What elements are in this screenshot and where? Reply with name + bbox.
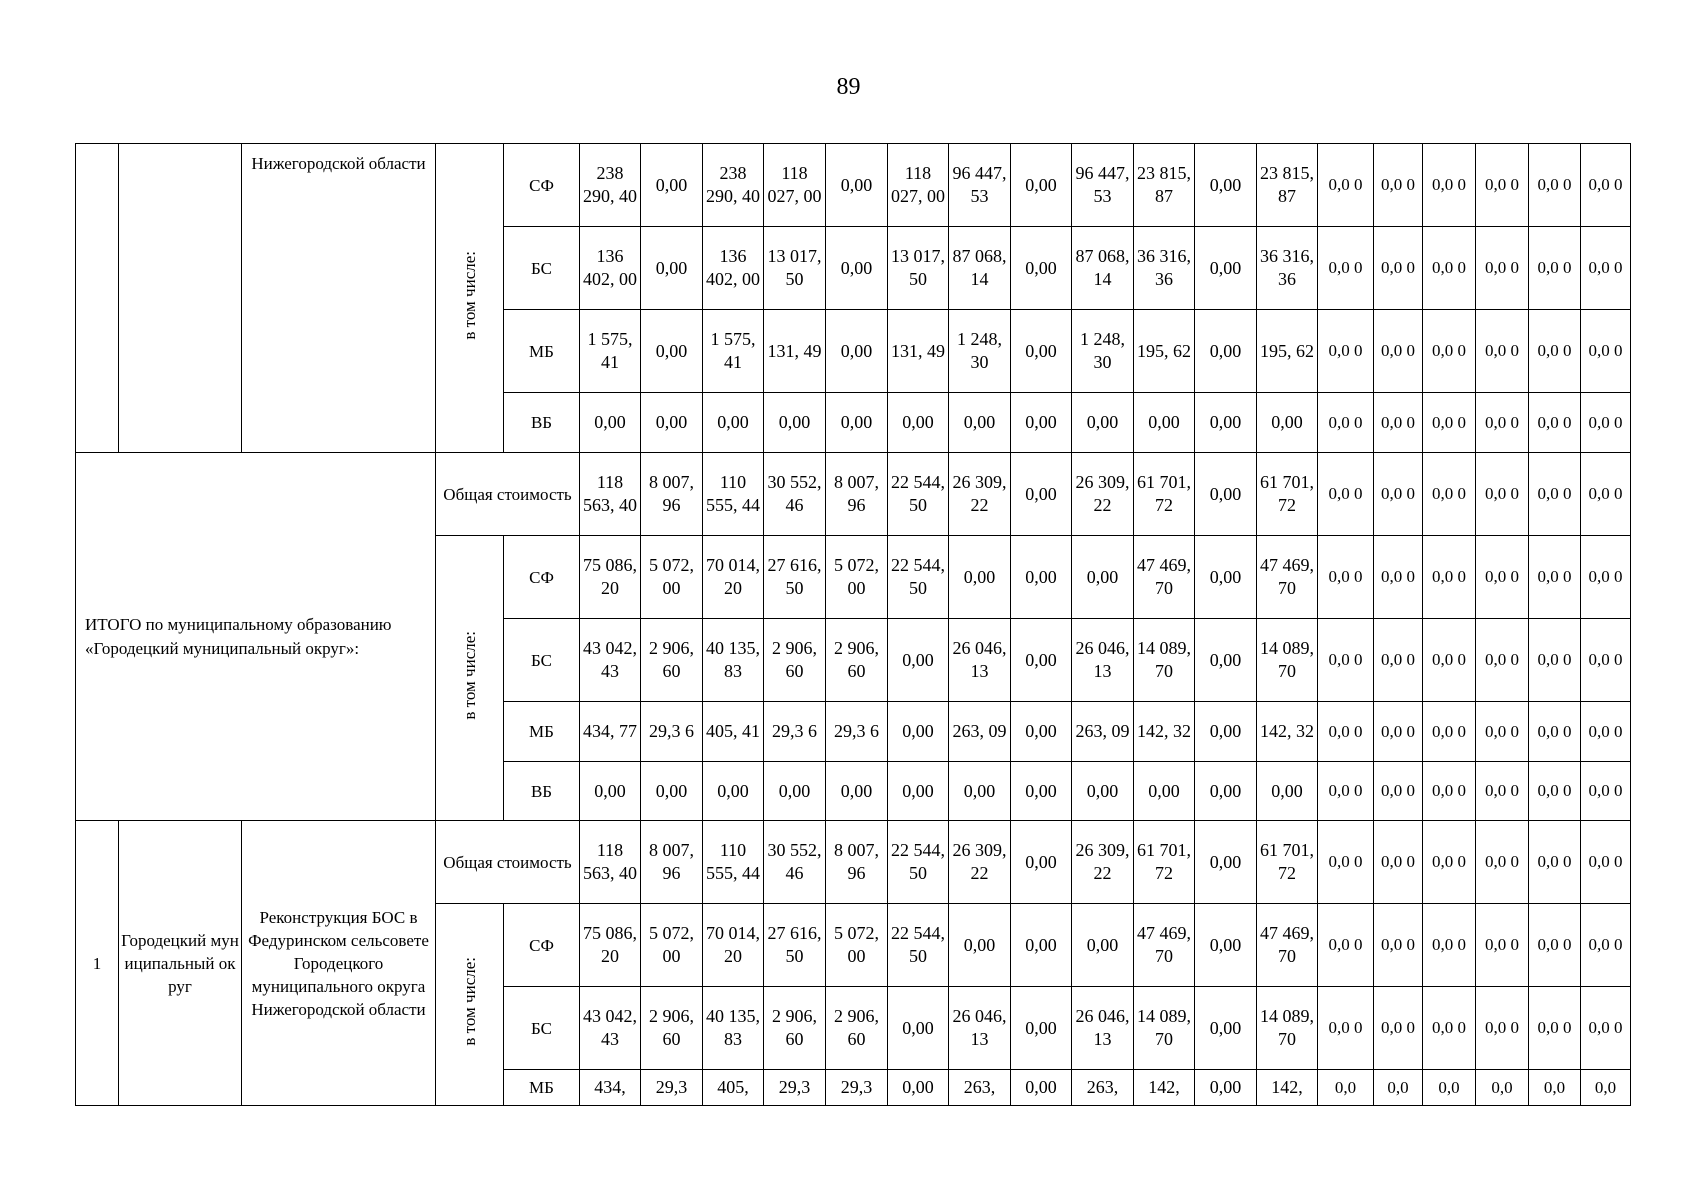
- value-cell: 13 017, 50: [764, 227, 826, 310]
- value-cell: 2 906, 60: [641, 987, 703, 1070]
- value-cell: 0,0 0: [1529, 904, 1581, 987]
- value-cell: 0,0 0: [1423, 310, 1476, 393]
- value-cell: 47 469, 70: [1134, 536, 1195, 619]
- project-title: Реконструкция БОС в Федуринском сельсовете Городецкого муниципального округа Нижегородской области: [242, 821, 436, 1106]
- fund-code: ВБ: [504, 762, 580, 821]
- value-cell: 0,00: [949, 536, 1011, 619]
- value-cell: 26 309, 22: [949, 453, 1011, 536]
- value-cell: 0,00: [580, 762, 641, 821]
- value-cell: 0,00: [888, 393, 949, 453]
- value-cell: 2 906, 60: [764, 619, 826, 702]
- value-cell: 142, 32: [1134, 702, 1195, 762]
- value-cell: 0,0 0: [1374, 904, 1423, 987]
- value-cell: 0,00: [641, 762, 703, 821]
- value-cell: 0,00: [1257, 762, 1318, 821]
- value-cell: 5 072, 00: [641, 904, 703, 987]
- value-cell: 0,0 0: [1374, 453, 1423, 536]
- value-cell: 0,00: [1011, 144, 1072, 227]
- value-cell: 27 616, 50: [764, 904, 826, 987]
- value-cell: 0,0 0: [1581, 619, 1631, 702]
- value-cell: 0,0 0: [1581, 393, 1631, 453]
- value-cell: 27 616, 50: [764, 536, 826, 619]
- value-cell: 22 544, 50: [888, 821, 949, 904]
- table-body: [76, 144, 1681, 1106]
- fund-code: МБ: [504, 1070, 580, 1106]
- value-cell: 0,0 0: [1476, 904, 1529, 987]
- value-cell: 0,0 0: [1423, 453, 1476, 536]
- municipality-name: Городецкий муниципальный округ: [119, 821, 242, 1106]
- value-cell: 87 068, 14: [1072, 227, 1134, 310]
- value-cell: 263, 09: [949, 702, 1011, 762]
- value-cell: 0,00: [641, 310, 703, 393]
- value-cell: 0,00: [888, 1070, 949, 1106]
- value-cell: 75 086, 20: [580, 904, 641, 987]
- value-cell: 195, 62: [1134, 310, 1195, 393]
- value-cell: 0,00: [703, 762, 764, 821]
- value-cell: 142,: [1257, 1070, 1318, 1106]
- value-cell: 0,00: [1011, 393, 1072, 453]
- value-cell: 14 089, 70: [1257, 619, 1318, 702]
- total-label: Общая стоимость: [436, 821, 580, 904]
- value-cell: 1 575, 41: [580, 310, 641, 393]
- value-cell: 118 027, 00: [888, 144, 949, 227]
- group-label-cell: [436, 536, 504, 821]
- value-cell: 0,0: [1318, 1070, 1374, 1106]
- value-cell: 0,00: [1011, 702, 1072, 762]
- value-cell: 0,0: [1423, 1070, 1476, 1106]
- value-cell: 131, 49: [764, 310, 826, 393]
- value-cell: 0,00: [703, 393, 764, 453]
- value-cell: 0,00: [1072, 904, 1134, 987]
- value-cell: 70 014, 20: [703, 904, 764, 987]
- value-cell: 0,0 0: [1529, 144, 1581, 227]
- value-cell: 0,0 0: [1581, 453, 1631, 536]
- value-cell: 8 007, 96: [826, 453, 888, 536]
- project-title: Нижегородской области: [242, 144, 436, 453]
- value-cell: 0,0 0: [1318, 393, 1374, 453]
- value-cell: 0,0 0: [1318, 144, 1374, 227]
- value-cell: 0,00: [1072, 393, 1134, 453]
- value-cell: 0,00: [1195, 987, 1257, 1070]
- value-cell: 0,0 0: [1476, 619, 1529, 702]
- page-number: 89: [836, 74, 861, 100]
- value-cell: 75 086, 20: [580, 536, 641, 619]
- value-cell: 0,0 0: [1529, 310, 1581, 393]
- value-cell: 0,00: [1195, 453, 1257, 536]
- value-cell: 0,00: [641, 144, 703, 227]
- value-cell: 14 089, 70: [1257, 987, 1318, 1070]
- value-cell: 2 906, 60: [826, 619, 888, 702]
- budget-table: [75, 143, 1681, 1106]
- value-cell: 0,00: [1195, 144, 1257, 227]
- value-cell: 0,0 0: [1476, 821, 1529, 904]
- value-cell: 0,0 0: [1581, 821, 1631, 904]
- value-cell: 1 248, 30: [1072, 310, 1134, 393]
- value-cell: 0,0 0: [1374, 987, 1423, 1070]
- value-cell: 22 544, 50: [888, 536, 949, 619]
- value-cell: 0,00: [826, 144, 888, 227]
- value-cell: 22 544, 50: [888, 453, 949, 536]
- value-cell: 47 469, 70: [1257, 536, 1318, 619]
- fund-code: МБ: [504, 310, 580, 393]
- value-cell: 263,: [1072, 1070, 1134, 1106]
- fund-code: МБ: [504, 702, 580, 762]
- value-cell: 0,00: [888, 762, 949, 821]
- value-cell: 0,0 0: [1581, 310, 1631, 393]
- value-cell: 43 042, 43: [580, 987, 641, 1070]
- value-cell: 0,00: [1011, 453, 1072, 536]
- value-cell: 0,0 0: [1581, 987, 1631, 1070]
- value-cell: 0,0 0: [1476, 987, 1529, 1070]
- value-cell: 0,00: [1011, 821, 1072, 904]
- fund-code: БС: [504, 227, 580, 310]
- value-cell: 0,0 0: [1581, 144, 1631, 227]
- value-cell: 8 007, 96: [641, 453, 703, 536]
- value-cell: 0,0 0: [1529, 762, 1581, 821]
- municipality-cell-empty: [119, 144, 242, 453]
- value-cell: 0,0 0: [1581, 904, 1631, 987]
- value-cell: 0,0 0: [1374, 227, 1423, 310]
- value-cell: 0,0 0: [1529, 453, 1581, 536]
- value-cell: 0,0 0: [1374, 393, 1423, 453]
- value-cell: 0,0 0: [1423, 821, 1476, 904]
- value-cell: 36 316, 36: [1134, 227, 1195, 310]
- value-cell: 0,0 0: [1529, 987, 1581, 1070]
- value-cell: 0,00: [1195, 762, 1257, 821]
- value-cell: 0,00: [764, 762, 826, 821]
- value-cell: 0,0: [1374, 1070, 1423, 1106]
- value-cell: 0,00: [1195, 619, 1257, 702]
- value-cell: 0,00: [641, 393, 703, 453]
- value-cell: 43 042, 43: [580, 619, 641, 702]
- value-cell: 110 555, 44: [703, 453, 764, 536]
- value-cell: 47 469, 70: [1134, 904, 1195, 987]
- value-cell: 0,0 0: [1476, 144, 1529, 227]
- value-cell: 29,3 6: [641, 702, 703, 762]
- value-cell: 5 072, 00: [826, 536, 888, 619]
- value-cell: 0,0 0: [1423, 393, 1476, 453]
- value-cell: 0,00: [641, 227, 703, 310]
- value-cell: 0,0 0: [1476, 227, 1529, 310]
- value-cell: 142,: [1134, 1070, 1195, 1106]
- value-cell: 0,0: [1529, 1070, 1581, 1106]
- value-cell: 0,0 0: [1423, 144, 1476, 227]
- value-cell: 0,00: [1011, 1070, 1072, 1106]
- fund-code: СФ: [504, 536, 580, 619]
- value-cell: 434, 77: [580, 702, 641, 762]
- value-cell: 0,0 0: [1374, 619, 1423, 702]
- value-cell: 0,00: [1257, 393, 1318, 453]
- group-label: в том числе:: [459, 630, 479, 720]
- value-cell: 26 046, 13: [949, 987, 1011, 1070]
- value-cell: 61 701, 72: [1134, 453, 1195, 536]
- value-cell: 8 007, 96: [826, 821, 888, 904]
- value-cell: 0,00: [1195, 702, 1257, 762]
- value-cell: 238 290, 40: [580, 144, 641, 227]
- value-cell: 0,0 0: [1581, 227, 1631, 310]
- total-title: ИТОГО по муниципальному образованию «Городецкий муниципальный округ»:: [76, 453, 436, 821]
- value-cell: 0,00: [580, 393, 641, 453]
- group-label-cell: [436, 144, 504, 453]
- value-cell: 26 309, 22: [1072, 821, 1134, 904]
- value-cell: 0,0 0: [1423, 227, 1476, 310]
- value-cell: 1 575, 41: [703, 310, 764, 393]
- value-cell: 118 563, 40: [580, 453, 641, 536]
- value-cell: 0,00: [1011, 536, 1072, 619]
- value-cell: 0,0 0: [1476, 393, 1529, 453]
- value-cell: 0,00: [1072, 536, 1134, 619]
- value-cell: 0,0 0: [1529, 227, 1581, 310]
- value-cell: 0,00: [826, 310, 888, 393]
- value-cell: 0,0 0: [1318, 619, 1374, 702]
- value-cell: 0,0 0: [1374, 536, 1423, 619]
- value-cell: 405, 41: [703, 702, 764, 762]
- value-cell: 0,00: [1195, 1070, 1257, 1106]
- value-cell: 0,0 0: [1423, 904, 1476, 987]
- value-cell: 26 046, 13: [1072, 987, 1134, 1070]
- value-cell: 29,3 6: [764, 702, 826, 762]
- value-cell: 0,0 0: [1423, 987, 1476, 1070]
- value-cell: 0,0 0: [1476, 536, 1529, 619]
- value-cell: 136 402, 00: [580, 227, 641, 310]
- value-cell: 0,0 0: [1423, 619, 1476, 702]
- value-cell: 0,0 0: [1476, 453, 1529, 536]
- value-cell: 2 906, 60: [641, 619, 703, 702]
- value-cell: 0,0 0: [1529, 536, 1581, 619]
- value-cell: 0,00: [888, 987, 949, 1070]
- value-cell: 23 815, 87: [1257, 144, 1318, 227]
- value-cell: 0,00: [764, 393, 826, 453]
- value-cell: 118 027, 00: [764, 144, 826, 227]
- value-cell: 0,0 0: [1529, 619, 1581, 702]
- value-cell: 0,0 0: [1318, 310, 1374, 393]
- value-cell: 0,0 0: [1581, 536, 1631, 619]
- value-cell: 0,0 0: [1581, 762, 1631, 821]
- value-cell: 0,0 0: [1374, 762, 1423, 821]
- value-cell: 0,00: [826, 762, 888, 821]
- value-cell: 23 815, 87: [1134, 144, 1195, 227]
- value-cell: 0,0 0: [1318, 762, 1374, 821]
- fund-code: БС: [504, 619, 580, 702]
- value-cell: 0,0 0: [1374, 702, 1423, 762]
- index-cell-empty: [76, 144, 119, 453]
- value-cell: 14 089, 70: [1134, 619, 1195, 702]
- value-cell: 0,0 0: [1318, 536, 1374, 619]
- value-cell: 61 701, 72: [1257, 453, 1318, 536]
- value-cell: 0,00: [1195, 904, 1257, 987]
- value-cell: 26 309, 22: [1072, 453, 1134, 536]
- value-cell: 0,00: [826, 227, 888, 310]
- value-cell: 0,0 0: [1318, 702, 1374, 762]
- value-cell: 0,00: [1011, 987, 1072, 1070]
- value-cell: 96 447, 53: [1072, 144, 1134, 227]
- value-cell: 142, 32: [1257, 702, 1318, 762]
- value-cell: 263, 09: [1072, 702, 1134, 762]
- value-cell: 0,00: [949, 762, 1011, 821]
- value-cell: 0,00: [1011, 619, 1072, 702]
- value-cell: 1 248, 30: [949, 310, 1011, 393]
- value-cell: 0,00: [949, 904, 1011, 987]
- value-cell: 0,00: [1011, 904, 1072, 987]
- value-cell: 40 135, 83: [703, 619, 764, 702]
- value-cell: 0,0 0: [1476, 762, 1529, 821]
- value-cell: 0,0 0: [1476, 702, 1529, 762]
- fund-code: БС: [504, 987, 580, 1070]
- value-cell: 0,00: [1195, 227, 1257, 310]
- value-cell: 131, 49: [888, 310, 949, 393]
- value-cell: 29,3: [826, 1070, 888, 1106]
- value-cell: 0,00: [1134, 393, 1195, 453]
- value-cell: 0,00: [1072, 762, 1134, 821]
- table-row: [76, 453, 1681, 536]
- value-cell: 434,: [580, 1070, 641, 1106]
- value-cell: 5 072, 00: [641, 536, 703, 619]
- value-cell: 0,0 0: [1423, 536, 1476, 619]
- table-row: [76, 144, 1681, 227]
- value-cell: 195, 62: [1257, 310, 1318, 393]
- value-cell: 0,00: [1195, 310, 1257, 393]
- value-cell: 30 552, 46: [764, 821, 826, 904]
- value-cell: 0,0 0: [1374, 310, 1423, 393]
- value-cell: 0,0 0: [1318, 987, 1374, 1070]
- value-cell: 14 089, 70: [1134, 987, 1195, 1070]
- value-cell: 0,0 0: [1423, 762, 1476, 821]
- value-cell: 263,: [949, 1070, 1011, 1106]
- value-cell: 96 447, 53: [949, 144, 1011, 227]
- value-cell: 87 068, 14: [949, 227, 1011, 310]
- value-cell: 118 563, 40: [580, 821, 641, 904]
- value-cell: 0,00: [1134, 762, 1195, 821]
- value-cell: 0,00: [1011, 310, 1072, 393]
- value-cell: 0,0: [1581, 1070, 1631, 1106]
- value-cell: 0,0 0: [1318, 227, 1374, 310]
- value-cell: 2 906, 60: [826, 987, 888, 1070]
- row-index: 1: [76, 821, 119, 1106]
- value-cell: 405,: [703, 1070, 764, 1106]
- value-cell: 70 014, 20: [703, 536, 764, 619]
- table-row: [76, 821, 1681, 904]
- fund-code: СФ: [504, 904, 580, 987]
- value-cell: 22 544, 50: [888, 904, 949, 987]
- value-cell: 26 046, 13: [1072, 619, 1134, 702]
- group-label: в том числе:: [459, 957, 479, 1046]
- value-cell: 29,3: [641, 1070, 703, 1106]
- value-cell: 136 402, 00: [703, 227, 764, 310]
- group-label-cell: [436, 904, 504, 1106]
- fund-code: СФ: [504, 144, 580, 227]
- value-cell: 0,0 0: [1529, 702, 1581, 762]
- value-cell: 0,0 0: [1318, 904, 1374, 987]
- value-cell: 0,00: [949, 393, 1011, 453]
- value-cell: 0,00: [1195, 536, 1257, 619]
- value-cell: 0,00: [1195, 393, 1257, 453]
- value-cell: 0,00: [826, 393, 888, 453]
- value-cell: 5 072, 00: [826, 904, 888, 987]
- value-cell: 36 316, 36: [1257, 227, 1318, 310]
- value-cell: 0,0 0: [1423, 702, 1476, 762]
- value-cell: 26 309, 22: [949, 821, 1011, 904]
- value-cell: 0,00: [1011, 762, 1072, 821]
- value-cell: 8 007, 96: [641, 821, 703, 904]
- value-cell: 0,0 0: [1529, 393, 1581, 453]
- value-cell: 47 469, 70: [1257, 904, 1318, 987]
- value-cell: 0,0 0: [1476, 310, 1529, 393]
- value-cell: 0,0 0: [1374, 821, 1423, 904]
- value-cell: 0,0 0: [1529, 821, 1581, 904]
- value-cell: 0,00: [1195, 821, 1257, 904]
- value-cell: 0,0 0: [1318, 821, 1374, 904]
- group-label: в том числе:: [459, 250, 479, 340]
- value-cell: 29,3: [764, 1070, 826, 1106]
- value-cell: 0,0 0: [1581, 702, 1631, 762]
- fund-code: ВБ: [504, 393, 580, 453]
- value-cell: 0,0 0: [1318, 453, 1374, 536]
- value-cell: 13 017, 50: [888, 227, 949, 310]
- value-cell: 2 906, 60: [764, 987, 826, 1070]
- value-cell: 30 552, 46: [764, 453, 826, 536]
- value-cell: 0,00: [888, 619, 949, 702]
- value-cell: 0,0 0: [1374, 144, 1423, 227]
- value-cell: 26 046, 13: [949, 619, 1011, 702]
- value-cell: 110 555, 44: [703, 821, 764, 904]
- total-label: Общая стоимость: [436, 453, 580, 536]
- value-cell: 61 701, 72: [1257, 821, 1318, 904]
- value-cell: 29,3 6: [826, 702, 888, 762]
- value-cell: 0,00: [888, 702, 949, 762]
- value-cell: 0,0: [1476, 1070, 1529, 1106]
- value-cell: 40 135, 83: [703, 987, 764, 1070]
- value-cell: 0,00: [1011, 227, 1072, 310]
- value-cell: 238 290, 40: [703, 144, 764, 227]
- value-cell: 61 701, 72: [1134, 821, 1195, 904]
